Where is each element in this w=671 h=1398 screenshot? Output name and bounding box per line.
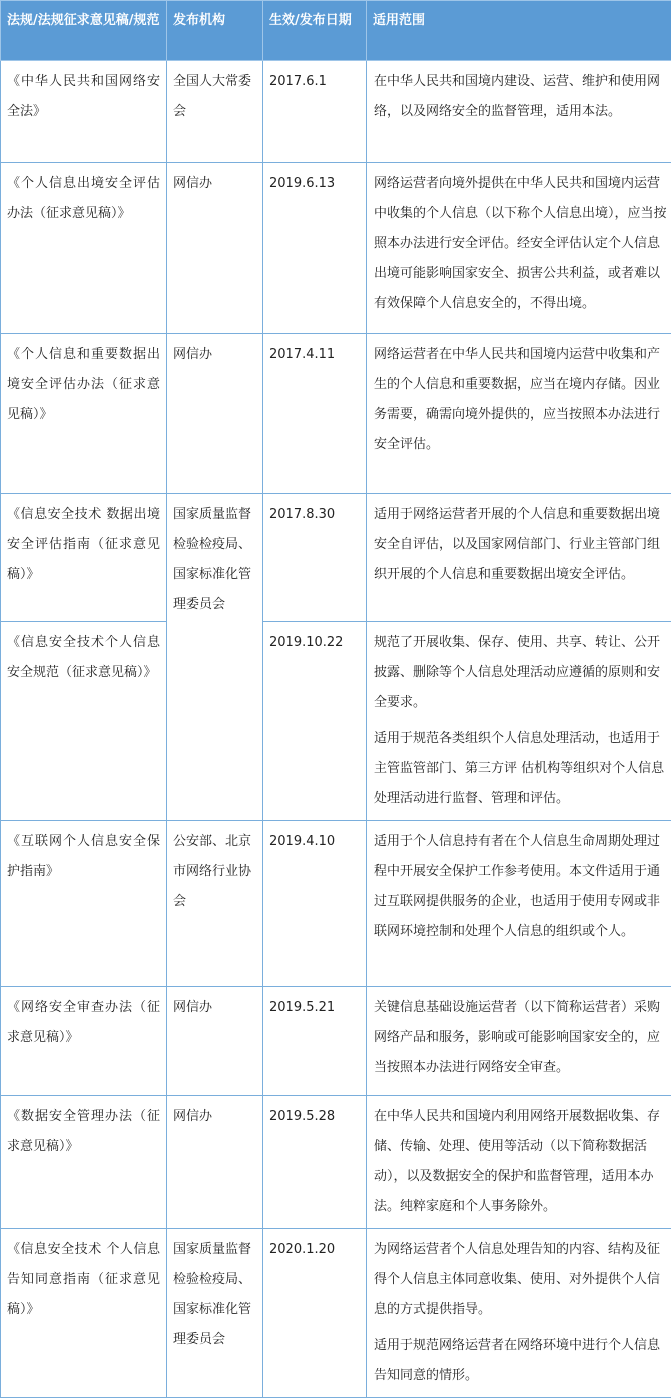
regulation-name: 《网络安全审查办法（征求意见稿）》 <box>1 987 167 1096</box>
effective-date: 2017.4.11 <box>263 334 367 494</box>
issuer: 全国人大常委会 <box>167 61 263 163</box>
effective-date: 2019.5.21 <box>263 987 367 1096</box>
scope-paragraph: 适用于规范各类组织个人信息处理活动，也适用于主管监管部门、第三方评 估机构等组织对个人信息处理活动进行监督、管理和评估。 <box>374 724 667 814</box>
header-scope: 适用范围 <box>367 1 671 61</box>
scope-paragraph: 为网络运营者个人信息处理告知的内容、结构及征得个人信息主体同意收集、使用、对外提供个人信息的方式提供指导。 <box>374 1235 667 1325</box>
issuer: 网信办 <box>167 334 263 494</box>
issuer: 网信办 <box>167 987 263 1096</box>
scope <box>367 1229 671 1398</box>
issuer: 公安部、北京市网络行业协会 <box>167 821 263 987</box>
scope-paragraph: 在中华人民共和国境内建设、运营、维护和使用网络，以及网络安全的监督管理，适用本法。 <box>374 67 667 127</box>
scope-paragraph: 关键信息基础设施运营者（以下简称运营者）采购网络产品和服务，影响或可能影响国家安全的，应当按照本办法进行网络安全审查。 <box>374 993 667 1083</box>
table-row <box>1 622 671 821</box>
regulation-name: 《个人信息出境安全评估办法（征求意见稿）》 <box>1 163 167 334</box>
header-issuer: 发布机构 <box>167 1 263 61</box>
regulation-name: 《信息安全技术 数据出境安全评估指南（征求意见稿）》 <box>1 494 167 622</box>
regulation-name: 《信息安全技术 个人信息告知同意指南（征求意见稿）》 <box>1 1229 167 1398</box>
effective-date: 2019.4.10 <box>263 821 367 987</box>
effective-date: 2017.6.1 <box>263 61 367 163</box>
regulation-name: 《互联网个人信息安全保护指南》 <box>1 821 167 987</box>
scope <box>367 61 671 163</box>
scope <box>367 987 671 1096</box>
effective-date: 2019.6.13 <box>263 163 367 334</box>
table-row <box>1 1096 671 1229</box>
scope-paragraph: 适用于网络运营者开展的个人信息和重要数据出境安全自评估，以及国家网信部门、行业主管部门组织开展的个人信息和重要数据出境安全评估。 <box>374 500 667 590</box>
effective-date: 2019.10.22 <box>263 622 367 821</box>
table-row <box>1 163 671 334</box>
scope <box>367 163 671 334</box>
issuer: 网信办 <box>167 1096 263 1229</box>
table-row <box>1 987 671 1096</box>
issuer: 国家质量监督检验检疫局、国家标准化管理委员会 <box>167 494 263 821</box>
scope-paragraph: 适用于规范网络运营者在网络环境中进行个人信息告知同意的情形。 <box>374 1331 667 1391</box>
regulation-name: 《中华人民共和国网络安全法》 <box>1 61 167 163</box>
scope-paragraph: 适用于个人信息持有者在个人信息生命周期处理过程中开展安全保护工作参考使用。本文件适用于通过互联网提供服务的企业，也适用于使用专网或非联网环境控制和处理个人信息的组织或个人。 <box>374 827 667 947</box>
regulation-name: 《数据安全管理办法（征求意见稿）》 <box>1 1096 167 1229</box>
effective-date: 2020.1.20 <box>263 1229 367 1398</box>
table-row <box>1 61 671 163</box>
effective-date: 2017.8.30 <box>263 494 367 622</box>
regulation-name: 《个人信息和重要数据出境安全评估办法（征求意见稿）》 <box>1 334 167 494</box>
issuer: 网信办 <box>167 163 263 334</box>
scope <box>367 494 671 622</box>
scope <box>367 1096 671 1229</box>
table-row <box>1 494 671 622</box>
regulation-name: 《信息安全技术个人信息安全规范（征求意见稿）》 <box>1 622 167 821</box>
table-row <box>1 334 671 494</box>
scope <box>367 334 671 494</box>
table-row <box>1 1229 671 1398</box>
issuer: 国家质量监督检验检疫局、国家标准化管理委员会 <box>167 1229 263 1398</box>
scope-paragraph: 在中华人民共和国境内利用网络开展数据收集、存储、传输、处理、使用等活动（以下简称数据活动），以及数据安全的保护和监督管理，适用本办法。纯粹家庭和个人事务除外。 <box>374 1102 667 1222</box>
scope <box>367 622 671 821</box>
scope <box>367 821 671 987</box>
header-name: 法规/法规征求意见稿/规范 <box>1 1 167 61</box>
effective-date: 2019.5.28 <box>263 1096 367 1229</box>
table-row <box>1 821 671 987</box>
header-row <box>1 1 671 61</box>
header-date: 生效/发布日期 <box>263 1 367 61</box>
scope-paragraph: 网络运营者向境外提供在中华人民共和国境内运营中收集的个人信息（以下称个人信息出境），应当按照本办法进行安全评估。经安全评估认定个人信息出境可能影响国家安全、损害公共利益，或者难以有效保障个人信息安全的，不得出境。 <box>374 169 667 319</box>
scope-paragraph: 网络运营者在中华人民共和国境内运营中收集和产生的个人信息和重要数据，应当在境内存储。因业务需要，确需向境外提供的，应当按照本办法进行安全评估。 <box>374 340 667 460</box>
scope-paragraph: 规范了开展收集、保存、使用、共享、转让、公开披露、删除等个人信息处理活动应遵循的原则和安全要求。 <box>374 628 667 718</box>
